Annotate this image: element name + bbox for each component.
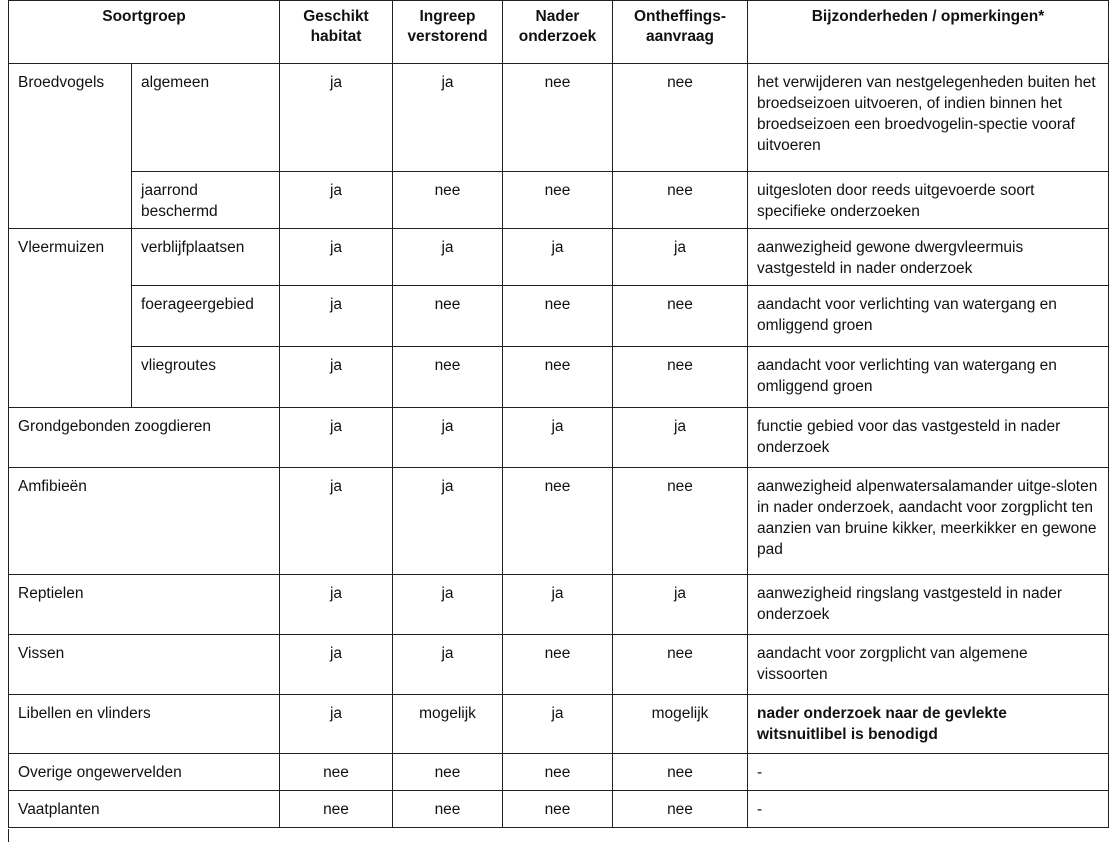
group-cell: Broedvogels [9,64,132,229]
ontheffing-cell: nee [613,468,748,575]
remark-cell: aanwezigheid alpenwatersalamander uitge-sloten in nader onderzoek, aandacht voor zorgplicht ten aanzien van bruine kikker, meerkikker en gewone pad [748,468,1109,575]
remark-cell: functie gebied voor das vastgesteld in nader onderzoek [748,408,1109,468]
ontheffing-cell: nee [613,64,748,172]
habitat-cell: ja [280,347,393,408]
header-geschikt-habitat: Geschikt habitat [280,1,393,64]
table-row [9,229,1109,286]
subgroup-cell: foerageergebied [132,286,280,347]
group-cell: Grondgebonden zoogdieren [9,408,280,468]
habitat-cell: nee [280,791,393,828]
habitat-cell: nee [280,754,393,791]
header-soortgroep: Soortgroep [9,1,280,64]
ingreep-cell: ja [393,468,503,575]
remark-cell: - [748,754,1109,791]
nader-cell: nee [503,172,613,229]
nader-cell: nee [503,286,613,347]
habitat-cell: ja [280,635,393,695]
ingreep-cell: nee [393,791,503,828]
table-row [9,754,1109,791]
ingreep-cell: ja [393,408,503,468]
table-row [9,695,1109,754]
ingreep-cell: nee [393,172,503,229]
group-cell: Vleermuizen [9,229,132,408]
habitat-cell: ja [280,286,393,347]
group-cell: Vissen [9,635,280,695]
table-row [9,172,1109,229]
ingreep-cell: nee [393,286,503,347]
group-cell: Libellen en vlinders [9,695,280,754]
ontheffing-cell: nee [613,791,748,828]
table-row [9,64,1109,172]
ingreep-cell: mogelijk [393,695,503,754]
nader-cell: ja [503,695,613,754]
nader-cell: nee [503,791,613,828]
header-ingreep-verstorend: Ingreep verstorend [393,1,503,64]
ontheffing-cell: ja [613,229,748,286]
ontheffing-cell: ja [613,575,748,635]
habitat-cell: ja [280,468,393,575]
remark-cell: uitgesloten door reeds uitgevoerde soort specifieke onderzoeken [748,172,1109,229]
header-ontheffingsaanvraag: Ontheffings-aanvraag [613,1,748,64]
subgroup-cell: vliegroutes [132,347,280,408]
ingreep-cell: ja [393,635,503,695]
subgroup-cell: verblijfplaatsen [132,229,280,286]
table-row [9,347,1109,408]
remark-cell: aandacht voor verlichting van watergang en omliggend groen [748,347,1109,408]
header-bijzonderheden: Bijzonderheden / opmerkingen* [748,1,1109,64]
page-edge-line [8,829,9,842]
table-row [9,575,1109,635]
ontheffing-cell: nee [613,347,748,408]
habitat-cell: ja [280,575,393,635]
subgroup-cell: jaarrond beschermd [132,172,280,229]
group-cell: Vaatplanten [9,791,280,828]
nader-cell: nee [503,347,613,408]
header-row [9,1,1109,64]
species-assessment-table [8,0,1109,828]
remark-cell: aanwezigheid ringslang vastgesteld in nader onderzoek [748,575,1109,635]
nader-cell: nee [503,635,613,695]
ingreep-cell: ja [393,575,503,635]
header-nader-onderzoek: Nader onderzoek [503,1,613,64]
habitat-cell: ja [280,64,393,172]
species-table-wrapper [8,0,1108,828]
ontheffing-cell: ja [613,408,748,468]
nader-cell: nee [503,64,613,172]
ingreep-cell: nee [393,754,503,791]
ingreep-cell: ja [393,229,503,286]
ingreep-cell: nee [393,347,503,408]
nader-cell: nee [503,468,613,575]
nader-cell: ja [503,229,613,286]
ontheffing-cell: nee [613,286,748,347]
habitat-cell: ja [280,229,393,286]
table-row [9,286,1109,347]
remark-cell: nader onderzoek naar de gevlekte witsnuitlibel is benodigd [748,695,1109,754]
ingreep-cell: ja [393,64,503,172]
remark-cell: aandacht voor verlichting van watergang en omliggend groen [748,286,1109,347]
habitat-cell: ja [280,695,393,754]
remark-cell: aandacht voor zorgplicht van algemene vissoorten [748,635,1109,695]
ontheffing-cell: nee [613,172,748,229]
group-cell: Overige ongewervelden [9,754,280,791]
subgroup-cell: algemeen [132,64,280,172]
remark-cell: het verwijderen van nestgelegenheden buiten het broedseizoen uitvoeren, of indien binnen het broedseizoen een broedvogelin-spectie vooraf uitvoeren [748,64,1109,172]
table-row [9,408,1109,468]
ontheffing-cell: mogelijk [613,695,748,754]
nader-cell: nee [503,754,613,791]
group-cell: Amfibieën [9,468,280,575]
table-row [9,468,1109,575]
nader-cell: ja [503,575,613,635]
table-row [9,791,1109,828]
remark-cell: aanwezigheid gewone dwergvleermuis vastgesteld in nader onderzoek [748,229,1109,286]
group-cell: Reptielen [9,575,280,635]
ontheffing-cell: nee [613,635,748,695]
ontheffing-cell: nee [613,754,748,791]
nader-cell: ja [503,408,613,468]
habitat-cell: ja [280,172,393,229]
remark-cell: - [748,791,1109,828]
habitat-cell: ja [280,408,393,468]
table-row [9,635,1109,695]
